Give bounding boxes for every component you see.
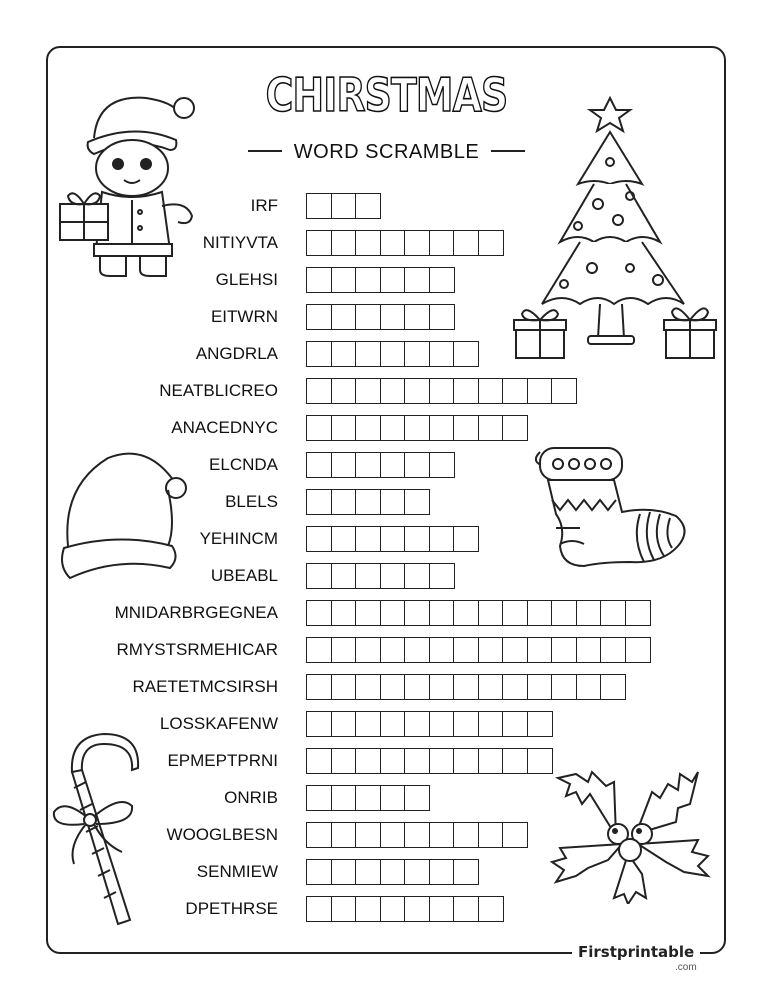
puzzle-row [0,378,773,404]
letter-box[interactable] [331,378,357,404]
letter-box[interactable] [331,674,357,700]
letter-box[interactable] [478,637,504,663]
letter-box[interactable] [478,378,504,404]
letter-box[interactable] [355,748,381,774]
letter-box[interactable] [527,711,553,737]
letter-box[interactable] [429,304,455,330]
letter-box[interactable] [355,452,381,478]
answer-boxes [306,341,478,367]
letter-box[interactable] [600,637,626,663]
letter-box[interactable] [404,489,430,515]
letter-box[interactable] [355,674,381,700]
letter-box[interactable] [331,267,357,293]
answer-boxes [306,785,429,811]
letter-box[interactable] [306,304,332,330]
letter-box[interactable] [429,230,455,256]
letter-box[interactable] [306,378,332,404]
letter-box[interactable] [380,526,406,552]
letter-box[interactable] [453,526,479,552]
letter-box[interactable] [453,341,479,367]
letter-box[interactable] [380,822,406,848]
scrambled-word: UBEABL [210,566,278,585]
letter-box[interactable] [429,526,455,552]
letter-box[interactable] [502,415,528,441]
subtitle-rule-right [491,150,525,152]
answer-boxes [306,748,551,774]
letter-box[interactable] [404,415,430,441]
letter-box[interactable] [355,193,381,219]
letter-box[interactable] [306,822,332,848]
letter-box[interactable] [551,637,577,663]
letter-box[interactable] [502,600,528,626]
letter-box[interactable] [306,674,332,700]
letter-box[interactable] [331,822,357,848]
letter-box[interactable] [429,859,455,885]
candy-cane-icon [46,728,160,932]
letter-box[interactable] [502,822,528,848]
letter-box[interactable] [453,378,479,404]
letter-box[interactable] [527,674,553,700]
letter-box[interactable] [429,600,455,626]
scrambled-word: SENMIEW [196,862,278,881]
santa-hat-icon [58,446,192,582]
answer-boxes [306,637,649,663]
gift-right-icon [662,300,718,360]
letter-box[interactable] [380,267,406,293]
letter-box[interactable] [380,748,406,774]
letter-box[interactable] [502,711,528,737]
letter-box[interactable] [453,711,479,737]
letter-box[interactable] [576,637,602,663]
subtitle-rule-left [248,150,282,152]
scrambled-word: ELCNDA [209,455,278,474]
scrambled-word: LOSSKAFENW [159,714,278,733]
letter-box[interactable] [600,600,626,626]
letter-box[interactable] [404,304,430,330]
letter-box[interactable] [306,415,332,441]
letter-box[interactable] [527,378,553,404]
letter-box[interactable] [306,896,332,922]
answer-boxes [306,563,453,589]
letter-box[interactable] [551,600,577,626]
letter-box[interactable] [478,711,504,737]
letter-box[interactable] [355,896,381,922]
scrambled-word: RAETETMCSIRSH [132,677,278,696]
letter-box[interactable] [453,859,479,885]
holly-icon [548,764,716,904]
letter-box[interactable] [429,711,455,737]
scrambled-word: ANACEDNYC [171,418,278,437]
letter-box[interactable] [306,489,332,515]
scrambled-word: IRF [250,196,278,215]
letter-box[interactable] [380,859,406,885]
answer-boxes [306,378,576,404]
letter-box[interactable] [306,526,332,552]
letter-box[interactable] [429,341,455,367]
letter-box[interactable] [355,267,381,293]
letter-box[interactable] [404,785,430,811]
letter-box[interactable] [380,785,406,811]
letter-box[interactable] [355,341,381,367]
letter-box[interactable] [380,563,406,589]
scrambled-word: DPETHRSE [185,899,278,918]
letter-box[interactable] [600,674,626,700]
letter-box[interactable] [478,230,504,256]
letter-box[interactable] [625,637,651,663]
letter-box[interactable] [404,637,430,663]
letter-box[interactable] [478,748,504,774]
answer-boxes [306,711,551,737]
letter-box[interactable] [380,452,406,478]
letter-box[interactable] [306,785,332,811]
letter-box[interactable] [380,230,406,256]
letter-box[interactable] [429,674,455,700]
answer-boxes [306,674,625,700]
scrambled-word: NITIYVTA [202,233,278,252]
answer-boxes [306,267,453,293]
letter-box[interactable] [429,822,455,848]
scrambled-word: GLEHSI [215,270,278,289]
letter-box[interactable] [404,378,430,404]
puzzle-row [0,415,773,441]
letter-box[interactable] [306,600,332,626]
letter-box[interactable] [331,341,357,367]
letter-box[interactable] [453,415,479,441]
letter-box[interactable] [331,600,357,626]
letter-box[interactable] [331,859,357,885]
letter-box[interactable] [429,748,455,774]
letter-box[interactable] [404,896,430,922]
answer-boxes [306,304,453,330]
answer-boxes [306,896,502,922]
answer-boxes [306,600,649,626]
letter-box[interactable] [404,267,430,293]
letter-box[interactable] [355,859,381,885]
letter-box[interactable] [502,637,528,663]
letter-box[interactable] [331,896,357,922]
answer-boxes [306,859,478,885]
letter-box[interactable] [478,674,504,700]
subtitle-text: WORD SCRAMBLE [293,141,480,163]
letter-box[interactable] [380,637,406,663]
letter-box[interactable] [453,230,479,256]
answer-boxes [306,193,380,219]
gift-left-icon [512,302,568,360]
letter-box[interactable] [306,267,332,293]
letter-box[interactable] [380,304,406,330]
letter-box[interactable] [625,600,651,626]
scrambled-word: ANGDRLA [195,344,278,363]
letter-box[interactable] [331,526,357,552]
letter-box[interactable] [355,711,381,737]
letter-box[interactable] [404,563,430,589]
letter-box[interactable] [306,193,332,219]
letter-box[interactable] [355,637,381,663]
letter-box[interactable] [453,822,479,848]
letter-box[interactable] [331,304,357,330]
letter-box[interactable] [404,341,430,367]
letter-box[interactable] [453,600,479,626]
answer-boxes [306,526,478,552]
letter-box[interactable] [404,859,430,885]
letter-box[interactable] [306,711,332,737]
letter-box[interactable] [331,563,357,589]
answer-boxes [306,489,429,515]
brand-domain: .com [675,962,697,973]
letter-box[interactable] [355,785,381,811]
puzzle-row [0,600,773,626]
letter-box[interactable] [380,378,406,404]
letter-box[interactable] [429,415,455,441]
letter-box[interactable] [355,822,381,848]
scrambled-word: EPMEPTPRNI [167,751,278,770]
letter-box[interactable] [331,711,357,737]
letter-box[interactable] [355,563,381,589]
letter-box[interactable] [380,896,406,922]
letter-box[interactable] [380,489,406,515]
elf-with-gift-icon [54,84,204,280]
letter-box[interactable] [355,526,381,552]
letter-box[interactable] [478,600,504,626]
puzzle-row [0,674,773,700]
letter-box[interactable] [380,415,406,441]
letter-box[interactable] [527,637,553,663]
letter-box[interactable] [404,600,430,626]
letter-box[interactable] [331,748,357,774]
letter-box[interactable] [478,822,504,848]
scrambled-word: BLELS [225,492,278,511]
letter-box[interactable] [306,637,332,663]
scrambled-word: RMYSTSRMEHICAR [116,640,278,659]
answer-boxes [306,452,453,478]
letter-box[interactable] [331,230,357,256]
letter-box[interactable] [355,304,381,330]
letter-box[interactable] [576,600,602,626]
letter-box[interactable] [380,711,406,737]
letter-box[interactable] [331,637,357,663]
letter-box[interactable] [306,452,332,478]
letter-box[interactable] [429,637,455,663]
scrambled-word: ONRIB [224,788,278,807]
puzzle-row [0,637,773,663]
page-title: CHIRSTMAS [265,68,508,122]
letter-box[interactable] [380,674,406,700]
letter-box[interactable] [576,674,602,700]
letter-box[interactable] [502,378,528,404]
letter-box[interactable] [331,452,357,478]
scrambled-word: MNIDARBRGEGNEA [114,603,278,622]
letter-box[interactable] [404,526,430,552]
letter-box[interactable] [478,896,504,922]
letter-box[interactable] [527,600,553,626]
letter-box[interactable] [404,822,430,848]
letter-box[interactable] [404,711,430,737]
letter-box[interactable] [404,452,430,478]
letter-box[interactable] [306,341,332,367]
brand-logo: Firstprintable [572,943,700,961]
letter-box[interactable] [331,785,357,811]
letter-box[interactable] [404,748,430,774]
letter-box[interactable] [331,415,357,441]
letter-box[interactable] [355,415,381,441]
letter-box[interactable] [551,378,577,404]
letter-box[interactable] [404,674,430,700]
letter-box[interactable] [306,230,332,256]
letter-box[interactable] [331,193,357,219]
letter-box[interactable] [429,452,455,478]
letter-box[interactable] [355,600,381,626]
letter-box[interactable] [404,230,430,256]
letter-box[interactable] [355,489,381,515]
letter-box[interactable] [355,378,381,404]
letter-box[interactable] [453,748,479,774]
letter-box[interactable] [502,674,528,700]
letter-box[interactable] [306,563,332,589]
letter-box[interactable] [331,489,357,515]
letter-box[interactable] [380,341,406,367]
answer-boxes [306,822,527,848]
stocking-icon [526,444,692,572]
letter-box[interactable] [429,563,455,589]
scrambled-word: EITWRN [210,307,278,326]
letter-box[interactable] [429,267,455,293]
letter-box[interactable] [429,896,455,922]
scrambled-word: NEATBLICREO [159,381,278,400]
answer-boxes [306,415,527,441]
letter-box[interactable] [355,230,381,256]
letter-box[interactable] [306,748,332,774]
letter-box[interactable] [306,859,332,885]
answer-boxes [306,230,502,256]
letter-box[interactable] [453,637,479,663]
letter-box[interactable] [453,896,479,922]
letter-box[interactable] [453,674,479,700]
letter-box[interactable] [551,674,577,700]
letter-box[interactable] [380,600,406,626]
letter-box[interactable] [429,378,455,404]
letter-box[interactable] [478,415,504,441]
letter-box[interactable] [502,748,528,774]
scrambled-word: YEHINCM [199,529,278,548]
scrambled-word: WOOGLBESN [166,825,278,844]
